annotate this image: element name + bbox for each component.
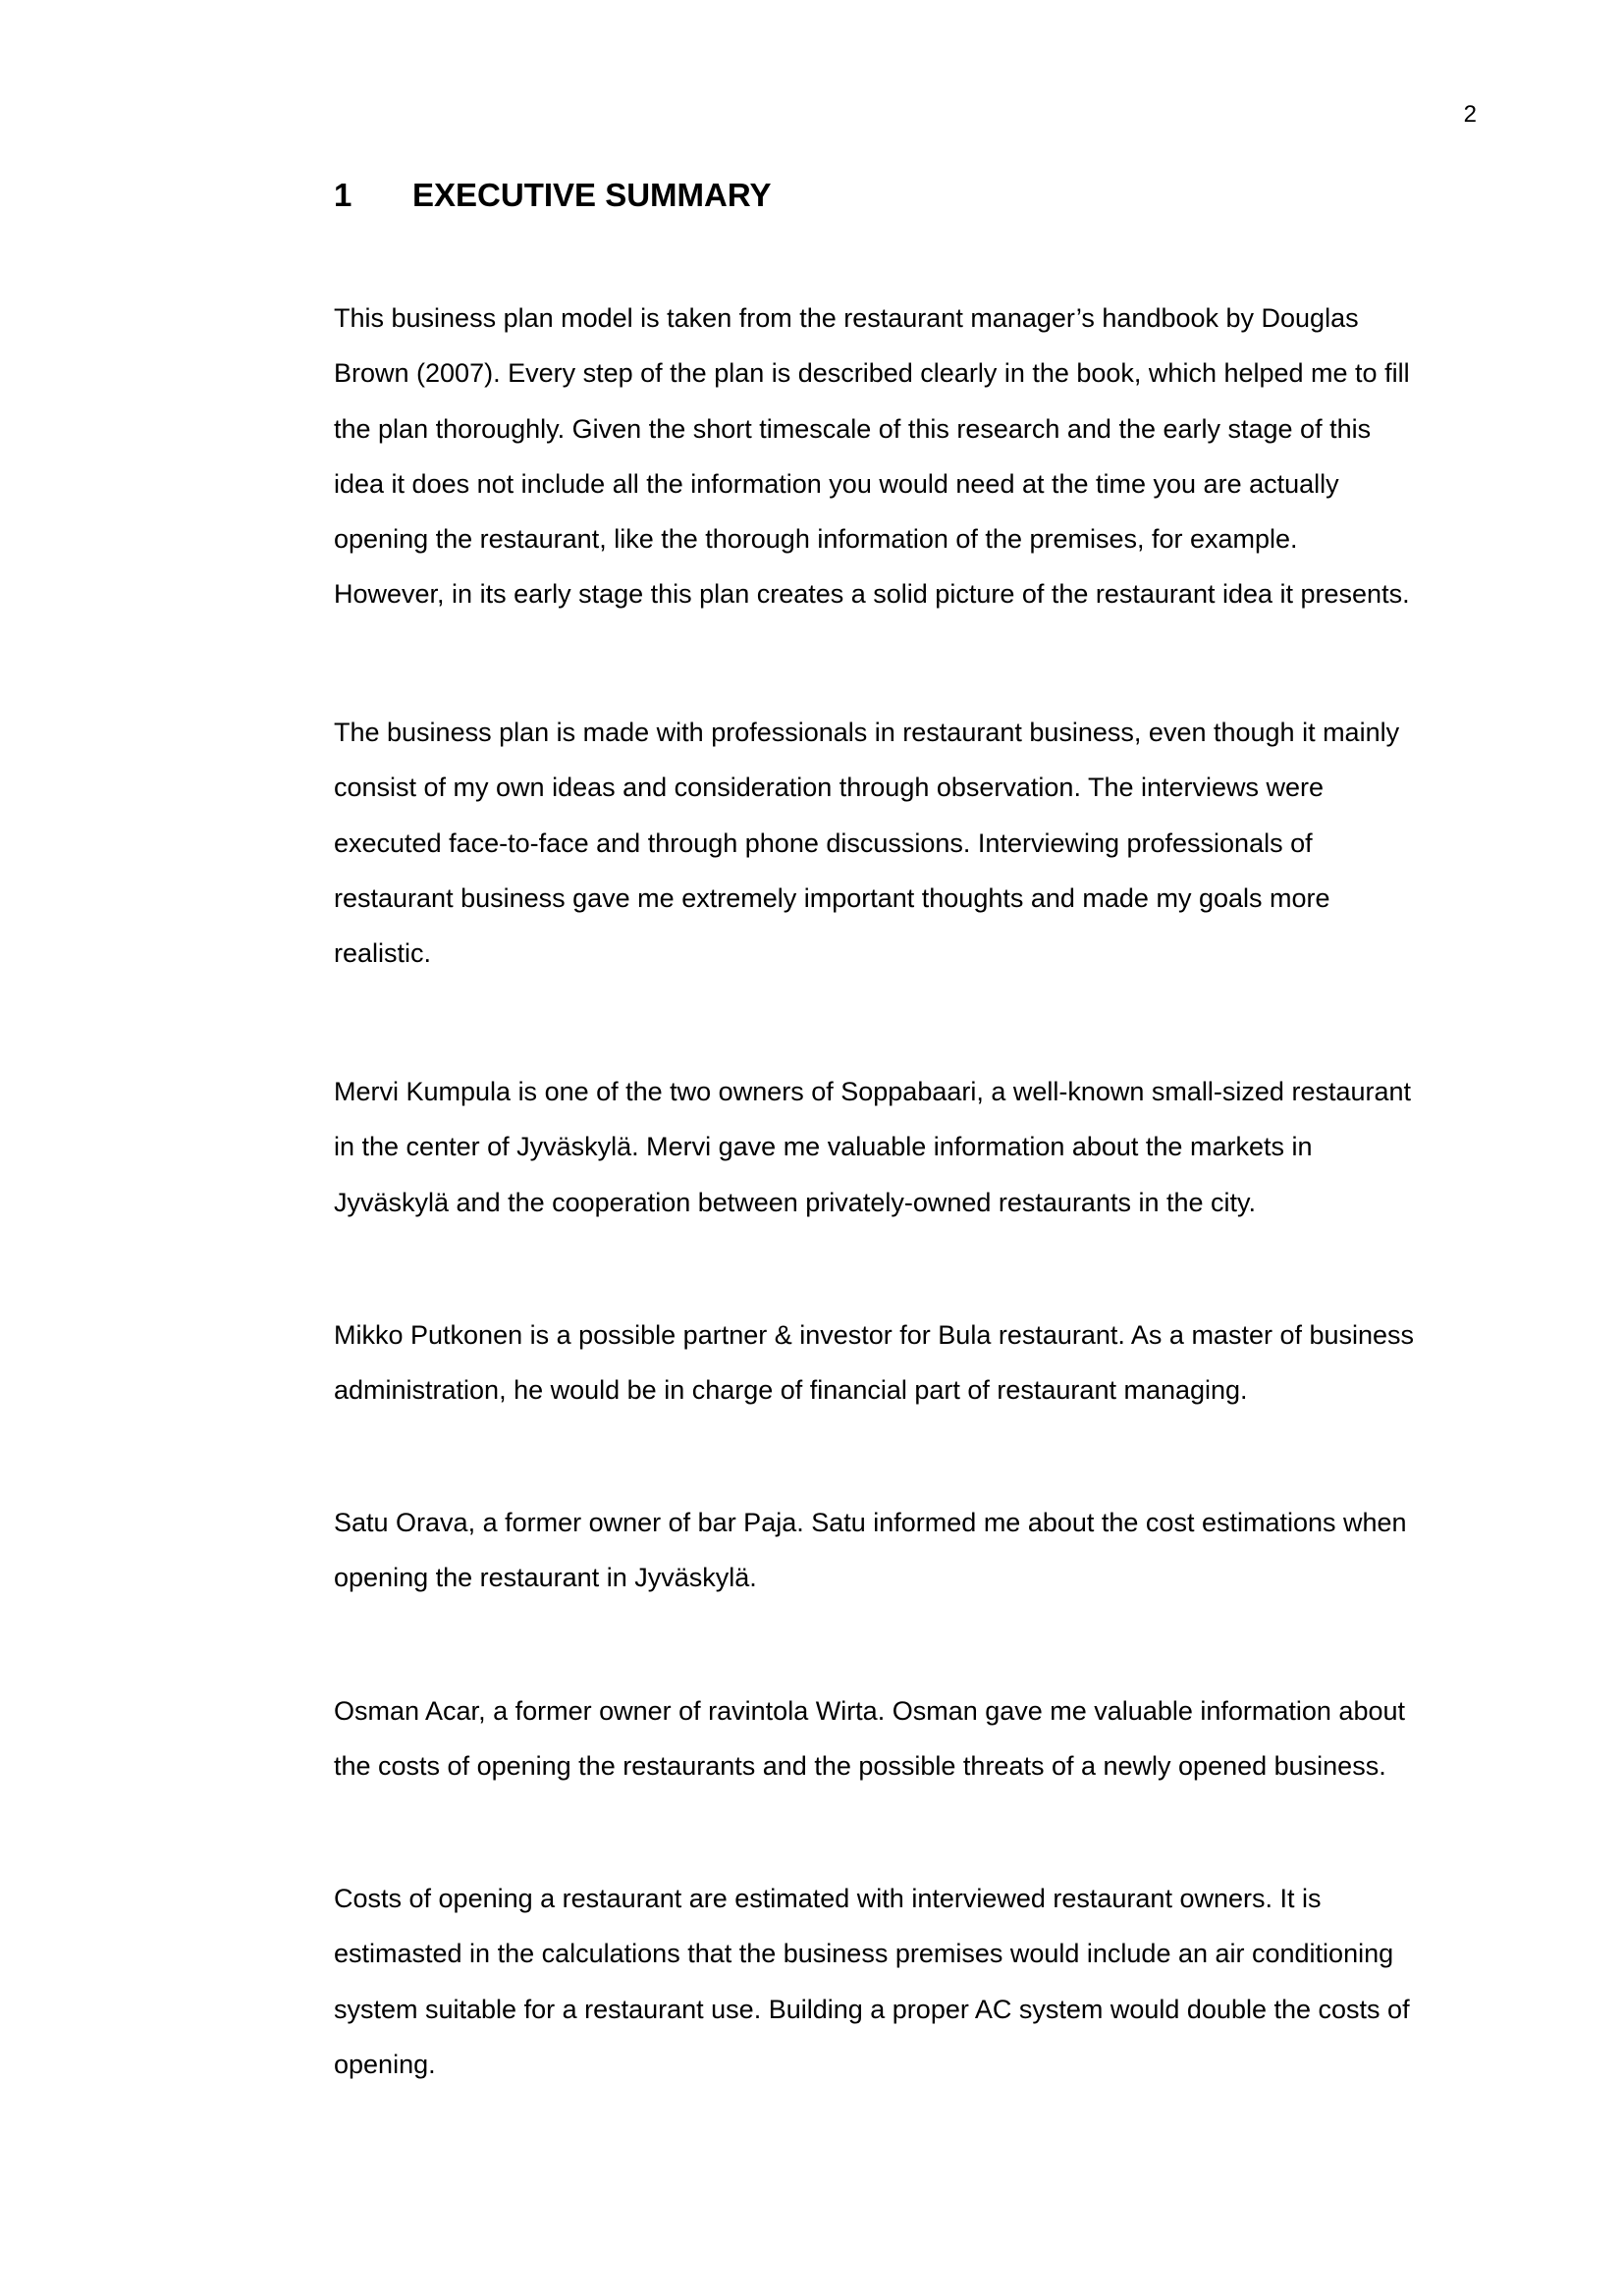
paragraph-line: Jyväskylä and the cooperation between privately-owned restaurants in the city. — [334, 1187, 1257, 1217]
paragraph-line: executed face-to-face and through phone discussions. Interviewing professionals of — [334, 828, 1313, 858]
paragraph-line: idea it does not include all the information you would need at the time you are actually — [334, 468, 1339, 499]
paragraph-line: restaurant business gave me extremely important thoughts and made my goals more — [334, 882, 1330, 913]
paragraph-line: realistic. — [334, 938, 432, 969]
paragraph-line: However, in its early stage this plan creates a solid picture of the restaurant idea it presents. — [334, 579, 1410, 610]
paragraph-line: system suitable for a restaurant use. Building a proper AC system would double the costs of — [334, 1994, 1410, 2024]
section-heading — [334, 175, 771, 216]
paragraph-line: Costs of opening a restaurant are estimated with interviewed restaurant owners. It is — [334, 1884, 1322, 1913]
paragraph-line: Osman Acar, a former owner of ravintola Wirta. Osman gave me valuable information about — [334, 1696, 1405, 1726]
paragraph-line: The business plan is made with professionals in restaurant business, even though it mainly — [334, 718, 1400, 747]
section-number: 1 — [334, 177, 352, 213]
paragraph-line: administration, he would be in charge of financial part of restaurant managing. — [334, 1375, 1248, 1406]
paragraph-line: in the center of Jyväskylä. Mervi gave me valuable information about the markets in — [334, 1132, 1313, 1162]
paragraph-line: estimasted in the calculations that the business premises would include an air conditioning — [334, 1939, 1394, 1969]
paragraph-osman-acar — [334, 1683, 1483, 1794]
paragraph-interviews — [334, 705, 1483, 981]
paragraph-line: opening. — [334, 2049, 436, 2079]
paragraph-line: the plan thoroughly. Given the short timescale of this research and the early stage of this — [334, 413, 1372, 444]
paragraph-satu-orava — [334, 1495, 1483, 1606]
paragraph-line: Brown (2007). Every step of the plan is described clearly in the book, which helped me to fill — [334, 358, 1410, 389]
paragraph-line: opening the restaurant, like the thorough information of the premises, for example. — [334, 524, 1298, 555]
paragraph-methodology — [334, 291, 1483, 622]
paragraph-mikko-putkonen — [334, 1308, 1483, 1418]
paragraph-line: opening the restaurant in Jyväskylä. — [334, 1563, 757, 1593]
paragraph-line: Mervi Kumpula is one of the two owners of Soppabaari, a well-known small-sized restaurant — [334, 1077, 1412, 1106]
paragraph-opening-costs — [334, 1871, 1483, 2092]
paragraph-line: consist of my own ideas and consideration through observation. The interviews were — [334, 773, 1325, 803]
paragraph-line: Mikko Putkonen is a possible partner & investor for Bula restaurant. As a master of business — [334, 1320, 1415, 1350]
paragraph-mervi-kumpula — [334, 1064, 1483, 1230]
page-number: 2 — [1463, 101, 1477, 128]
section-title: EXECUTIVE SUMMARY — [412, 177, 772, 213]
paragraph-line: the costs of opening the restaurants and the possible threats of a newly opened business. — [334, 1751, 1386, 1782]
paragraph-line: Satu Orava, a former owner of bar Paja. Satu informed me about the cost estimations when — [334, 1508, 1407, 1537]
paragraph-line: This business plan model is taken from the restaurant manager’s handbook by Douglas — [334, 303, 1359, 333]
